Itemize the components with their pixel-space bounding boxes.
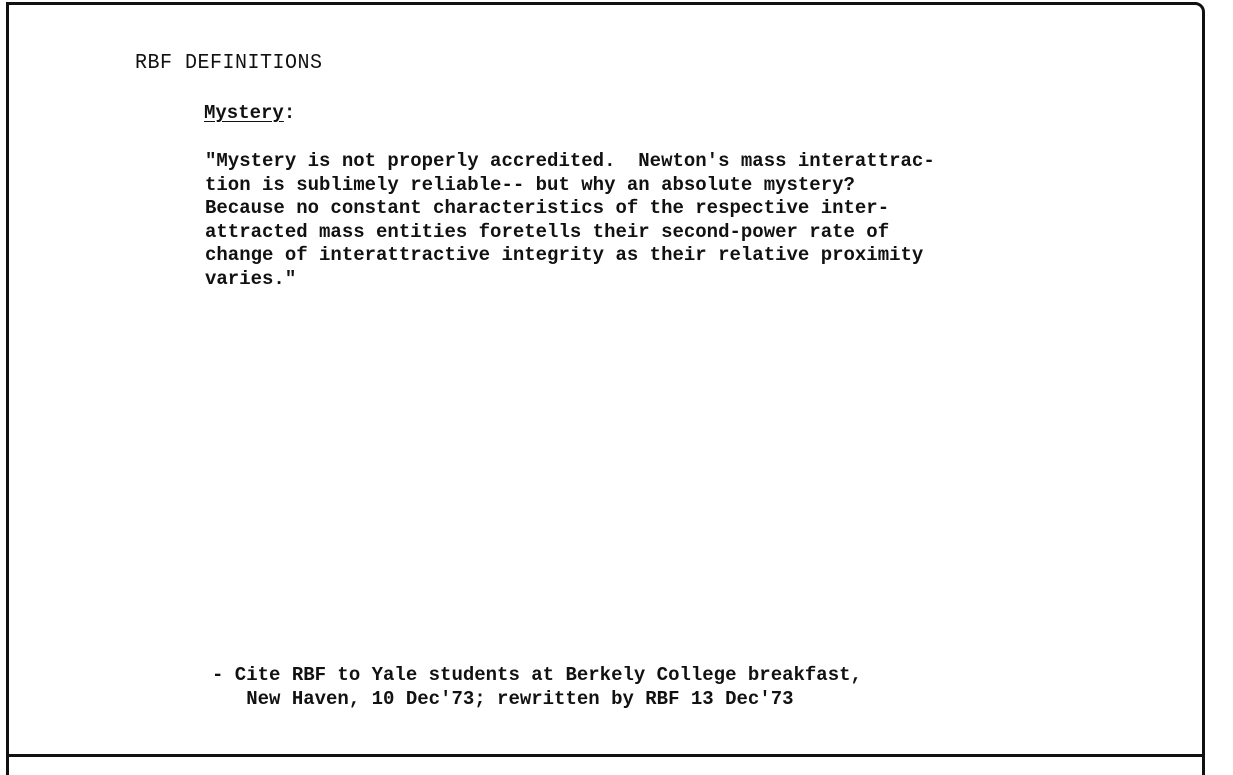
term-heading xyxy=(204,102,295,124)
term-colon: : xyxy=(283,102,296,124)
term-word: Mystery xyxy=(204,102,284,124)
quote-line: Because no constant characteristics of the respective inter- xyxy=(205,197,890,219)
quote-line: tion is sublimely reliable-- but why an absolute mystery? xyxy=(205,173,855,196)
definition-quote xyxy=(205,150,1165,291)
quote-line: varies." xyxy=(205,267,297,290)
quote-line: change of interattractive integrity as their relative proximity xyxy=(205,244,924,266)
card-heading: RBF DEFINITIONS xyxy=(135,51,323,76)
citation xyxy=(212,663,862,711)
quote-line: attracted mass entities foretells their second-power rate of xyxy=(205,220,890,243)
next-card-edge xyxy=(6,754,1205,775)
quote-line: "Mystery is not properly accredited. Newton's mass interattrac- xyxy=(205,150,935,172)
citation-line: New Haven, 10 Dec'73; rewritten by RBF 13 Dec'73 xyxy=(212,688,794,710)
index-card xyxy=(6,2,1205,758)
citation-line: - Cite RBF to Yale students at Berkely College breakfast, xyxy=(212,664,862,686)
